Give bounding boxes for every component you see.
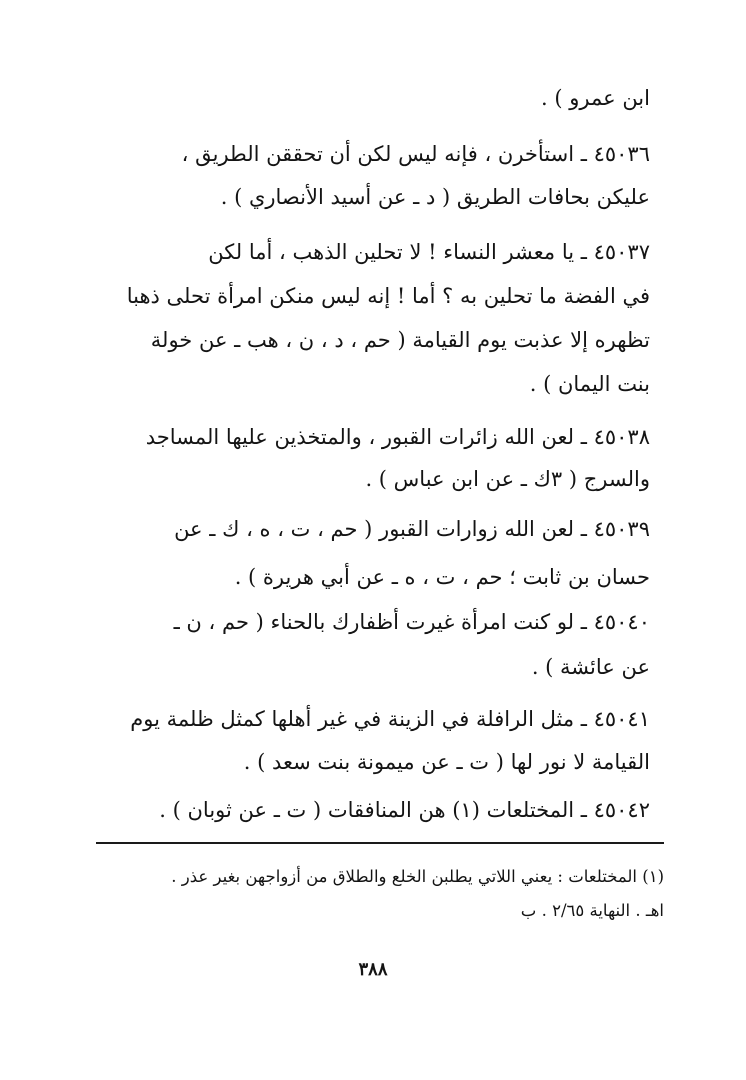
text-line: في الفضة ما تحلين به ؟ أما ! إنه ليس منكن امرأة تحلى ذهبا — [126, 284, 650, 308]
text-line: حسان بن ثابت ؛ حم ، ت ، ه ـ عن أبي هريرة ) . — [234, 565, 650, 589]
hadith-45041-line-1: ٤٥٠٤١ ـ مثل الرافلة في الزينة في غير أهلها كمثل ظلمة يوم — [130, 707, 650, 731]
hadith-45040-line-1: ٤٥٠٤٠ ـ لو كنت امرأة غيرت أظفارك بالحناء ( حم ، ن ـ — [173, 610, 650, 634]
hadith-45038-line-1: ٤٥٠٣٨ ـ لعن الله زائرات القبور ، والمتخذين عليها المساجد — [145, 425, 650, 449]
hadith-45036-line-1: ٤٥٠٣٦ ـ استأخرن ، فإنه ليس لكن أن تحققن الطريق ، — [181, 142, 650, 166]
hadith-45042-line-1: ٤٥٠٤٢ ـ المختلعات (١) هن المنافقات ( ت ـ عن ثوبان ) . — [159, 798, 650, 822]
hadith-45039-line-1: ٤٥٠٣٩ ـ لعن الله زوارات القبور ( حم ، ت ، ه ، ك ـ عن — [174, 517, 650, 541]
footnote-line: اهـ . النهاية ٢/٦٥ . ب — [520, 901, 664, 920]
footnote-divider — [96, 842, 664, 844]
text-line: تظهره إلا عذبت يوم القيامة ( حم ، د ، ن ، هب ـ عن خولة — [150, 328, 650, 352]
text-line: عن عائشة ) . — [531, 655, 650, 679]
text-line: عليكن بحافات الطريق ( د ـ عن أسيد الأنصاري ) . — [220, 185, 650, 209]
text-line: ابن عمرو ) . — [541, 86, 650, 110]
text-line: بنت اليمان ) . — [529, 372, 650, 396]
hadith-45037-line-1: ٤٥٠٣٧ ـ يا معشر النساء ! لا تحلين الذهب ، أما لكن — [208, 240, 650, 264]
text-line: القيامة لا نور لها ( ت ـ عن ميمونة بنت سعد ) . — [243, 750, 650, 774]
text-line: والسرج ( ٣ك ـ عن ابن عباس ) . — [365, 467, 650, 491]
page-number: ٣٨٨ — [358, 959, 388, 980]
footnote-line: (١) المختلعات : يعني اللاتي يطلبن الخلع والطلاق من أزواجهن بغير عذر . — [171, 867, 664, 886]
